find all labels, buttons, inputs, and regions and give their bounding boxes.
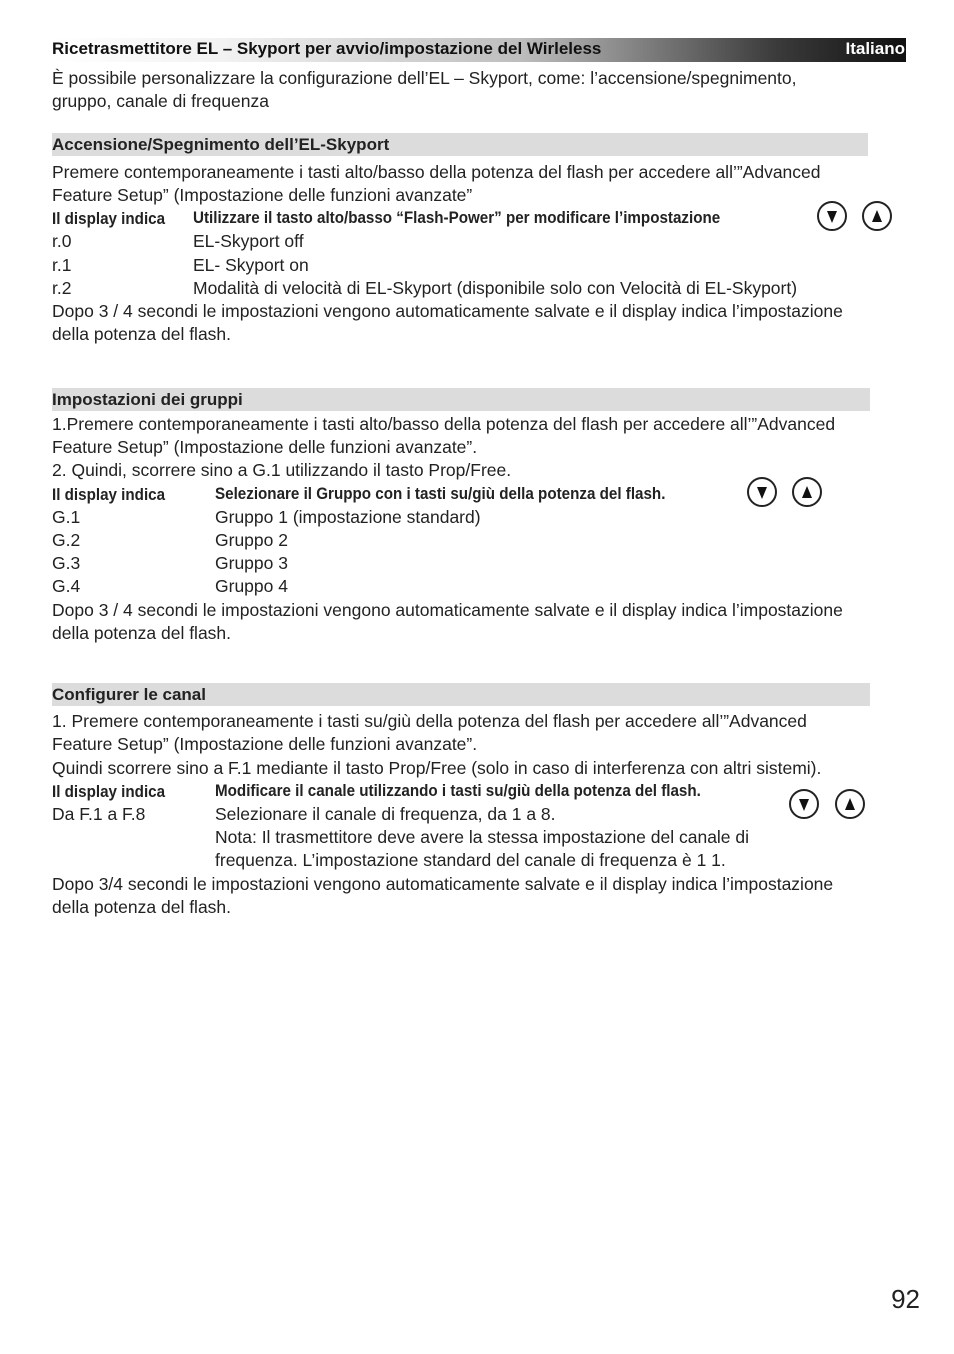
row-desc: Gruppo 1 (impostazione standard) [215, 507, 481, 527]
section1-line-2: Feature Setup” (Impostazione delle funzioni avanzate” [52, 185, 473, 205]
section2-line-3: 2. Quindi, scorrere sino a G.1 utilizzando il tasto Prop/Free. [52, 460, 512, 480]
display-header: Il display indica [52, 783, 166, 801]
row-desc-note-1: Nota: Il trasmettitore deve avere la stessa impostazione del canale di [215, 827, 750, 847]
instruction-header: Utilizzare il tasto alto/basso “Flash-Power” per modificare l’impostazione [193, 209, 721, 227]
section3-line-1: 1. Premere contemporaneamente i tasti su/giù della potenza del flash per accedere all’”Advanced [52, 711, 807, 731]
section1-table-header [52, 207, 721, 231]
table-row [52, 254, 309, 277]
table-row [52, 277, 798, 300]
section2-line-2: Feature Setup” (Impostazione delle funzioni avanzate”. [52, 437, 478, 457]
row-code: G.1 [52, 507, 81, 527]
row-code: r.1 [52, 255, 72, 275]
instruction-header: Selezionare il Gruppo con i tasti su/giù della potenza del flash. [215, 485, 666, 503]
down-arrow-icon [789, 789, 819, 819]
intro-line-2: gruppo, canale di frequenza [52, 91, 269, 111]
down-arrow-icon [747, 477, 777, 507]
row-desc: Gruppo 2 [215, 530, 288, 550]
row-desc: Selezionare il canale di frequenza, da 1 a 8. [215, 804, 556, 824]
table-row [52, 230, 304, 253]
row-desc: Modalità di velocità di EL-Skyport (disponibile solo con Velocità di EL-Skyport) [193, 278, 798, 298]
language-label: Italiano [845, 39, 905, 58]
up-arrow-icon [862, 201, 892, 231]
section2-line-1: 1.Premere contemporaneamente i tasti alto/basso della potenza del flash per accedere all’”Advanced [52, 414, 836, 434]
section1-line-1: Premere contemporaneamente i tasti alto/basso della potenza del flash per accedere all’”Advanced [52, 162, 821, 182]
section2-footer-1: Dopo 3 / 4 secondi le impostazioni vengono automaticamente salvate e il display indica l’impostazione [52, 600, 843, 620]
intro-line-1: È possibile personalizzare la configurazione dell’EL – Skyport, come: l’accensione/spegnimento, [52, 68, 797, 88]
section1-footer-2: della potenza del flash. [52, 324, 232, 344]
table-row [52, 803, 556, 826]
page-number: 92 [891, 1284, 920, 1314]
row-desc-note-2: frequenza. L’impostazione standard del canale di frequenza è 1 1. [215, 850, 726, 870]
table-row [52, 552, 288, 575]
row-desc: EL- Skyport on [193, 255, 309, 275]
section-title-power: Accensione/Spegnimento dell’EL-Skyport [52, 133, 868, 156]
section2-footer-2: della potenza del flash. [52, 623, 232, 643]
section3-line-2: Feature Setup” (Impostazione delle funzioni avanzate”. [52, 734, 478, 754]
up-arrow-icon [835, 789, 865, 819]
page-title: Ricetrasmettitore EL – Skyport per avvio/impostazione del Wirleless [52, 39, 602, 58]
section-title-channel: Configurer le canal [52, 683, 870, 706]
section2-table-header [52, 483, 666, 507]
display-header: Il display indica [52, 486, 166, 504]
section3-footer-1: Dopo 3/4 secondi le impostazioni vengono automaticamente salvate e il display indica l’impostazione [52, 874, 834, 894]
row-code: Da F.1 a F.8 [52, 804, 146, 824]
display-header: Il display indica [52, 210, 166, 228]
section3-table-header [52, 780, 701, 804]
down-arrow-icon [817, 201, 847, 231]
up-arrow-icon [792, 477, 822, 507]
section1-footer-1: Dopo 3 / 4 secondi le impostazioni vengono automaticamente salvate e il display indica l’impostazione [52, 301, 843, 321]
table-row [52, 506, 481, 529]
row-code: G.4 [52, 576, 81, 596]
row-code: G.2 [52, 530, 81, 550]
row-code: G.3 [52, 553, 81, 573]
row-code: r.0 [52, 231, 72, 251]
row-desc: EL-Skyport off [193, 231, 304, 251]
table-row [52, 529, 288, 552]
row-desc: Gruppo 3 [215, 553, 288, 573]
row-code: r.2 [52, 278, 72, 298]
instruction-header: Modificare il canale utilizzando i tasti su/giù della potenza del flash. [215, 782, 701, 800]
row-desc: Gruppo 4 [215, 576, 288, 596]
section3-line-3: Quindi scorrere sino a F.1 mediante il tasto Prop/Free (solo in caso di interferenza con altri sistemi). [52, 758, 822, 778]
section-title-groups: Impostazioni dei gruppi [52, 388, 870, 411]
section3-footer-2: della potenza del flash. [52, 897, 232, 917]
table-row [52, 575, 288, 598]
